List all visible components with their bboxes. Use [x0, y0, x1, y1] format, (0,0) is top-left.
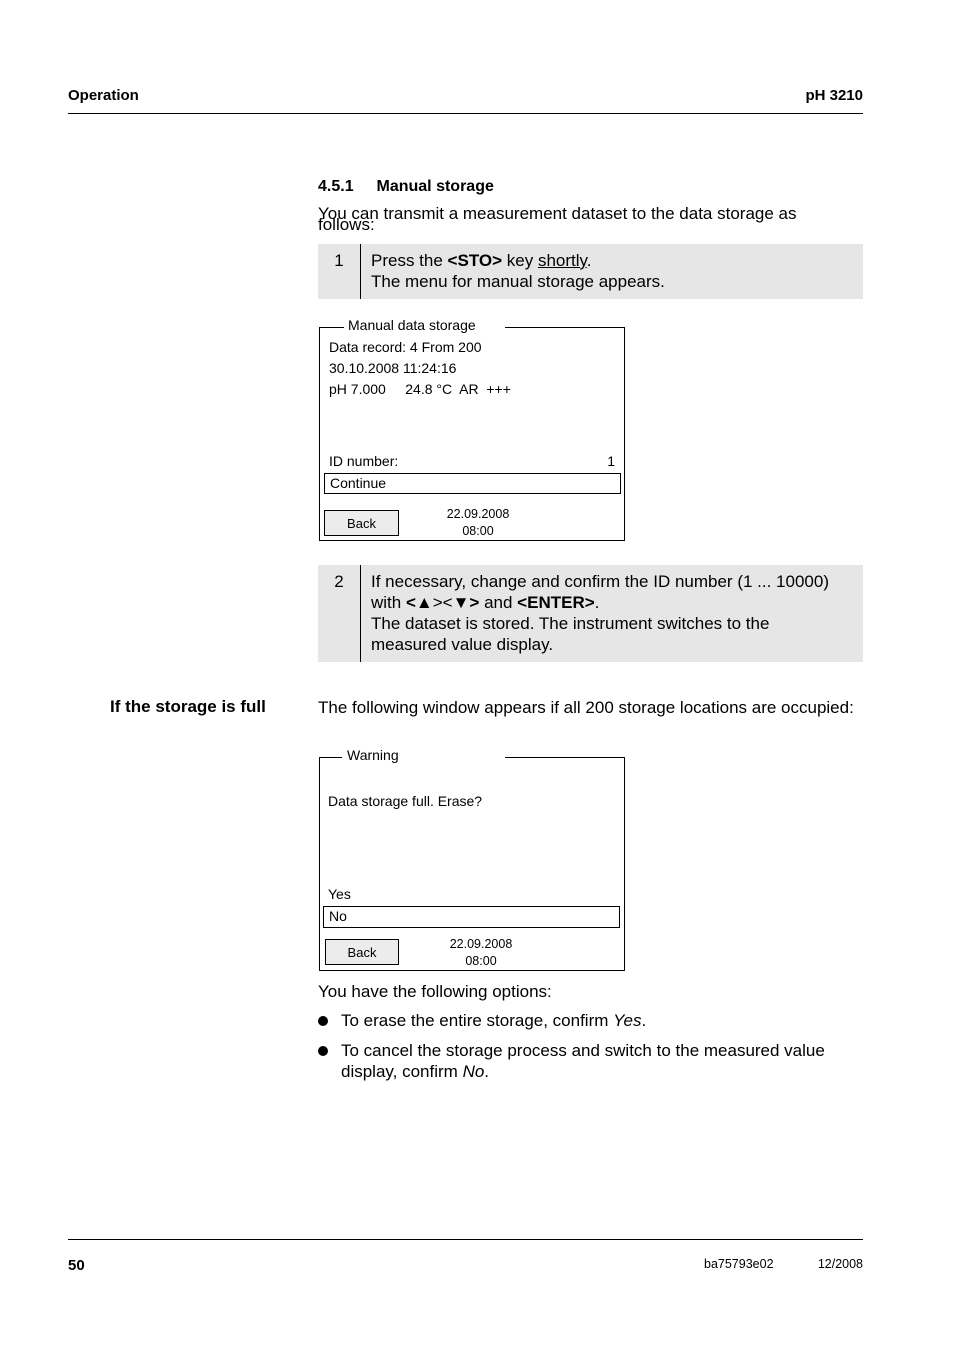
step-2-mid2: and	[479, 593, 518, 612]
step-2-text	[371, 571, 855, 655]
option-erase-text	[341, 1010, 646, 1031]
continue-option[interactable]	[324, 473, 621, 494]
warning-message: Data storage full. Erase?	[328, 793, 483, 809]
warning-title-gap	[320, 747, 505, 767]
bullet-icon	[318, 1046, 328, 1056]
step-2-line-4: measured value display.	[371, 635, 554, 654]
yes-option[interactable]: Yes	[328, 886, 351, 902]
section-number: 4.5.1	[318, 178, 354, 195]
warning-back-button[interactable]: Back	[325, 939, 399, 965]
down-key: ▼>	[452, 593, 480, 612]
footer-rule	[68, 1239, 863, 1240]
measurement-line: pH 7.000 24.8 °C AR +++	[329, 381, 511, 397]
step-2-line-2	[371, 592, 855, 613]
continue-label: Continue	[330, 475, 387, 491]
screen-date: 22.09.2008	[446, 507, 510, 521]
step-1-line-1	[371, 250, 855, 271]
step-2-end: .	[594, 593, 600, 612]
step-2-pre: with	[371, 593, 406, 612]
doc-number: ba75793e02	[704, 1257, 774, 1271]
no-option[interactable]	[323, 906, 620, 928]
enter-key: <ENTER>	[517, 593, 595, 612]
screen-title-gap	[320, 317, 505, 337]
step-2-mid1: ><	[432, 593, 453, 612]
datetime-line: 30.10.2008 11:24:16	[329, 360, 457, 376]
side-heading: If the storage is full	[110, 697, 266, 716]
opt2-no: No	[462, 1062, 485, 1081]
section-title: Manual storage	[376, 178, 494, 195]
opt2-line2	[341, 1061, 863, 1082]
opt2-pre: display, confirm	[341, 1062, 463, 1081]
step-1-pre: Press the	[371, 251, 448, 270]
warning-title: Warning	[347, 747, 399, 763]
step-2-line-1: If necessary, change and confirm the ID number (1 ... 10000)	[371, 572, 829, 591]
id-number-label: ID number:	[329, 453, 399, 469]
no-label: No	[329, 908, 347, 924]
step-1-shortly: shortly	[537, 251, 587, 270]
doc-date: 12/2008	[817, 1257, 863, 1271]
page-number: 50	[68, 1257, 85, 1274]
warning-date: 22.09.2008	[449, 937, 513, 951]
step-1-mid: key	[502, 251, 538, 270]
warning-time: 08:00	[465, 954, 497, 968]
opt1-yes: Yes	[613, 1011, 642, 1030]
opt1-end: .	[641, 1011, 647, 1030]
warning-screen	[319, 747, 625, 971]
step-1-text	[371, 250, 855, 292]
back-button[interactable]: Back	[324, 510, 399, 536]
opt1-pre: To erase the entire storage, confirm	[341, 1011, 614, 1030]
step-1-number: 1	[318, 244, 361, 299]
opt2-line1: To cancel the storage process and switch to the measured value	[341, 1041, 825, 1060]
screen-title: Manual data storage	[348, 317, 476, 333]
data-record-line: Data record: 4 From 200	[329, 339, 482, 355]
step-1	[318, 244, 863, 299]
id-number-value[interactable]: 1	[607, 453, 615, 469]
step-1-end: .	[586, 251, 592, 270]
step-2-number: 2	[318, 565, 361, 662]
header-section-label: Operation	[68, 87, 139, 104]
header-product-name: pH 3210	[805, 87, 863, 104]
intro-paragraph: You can transmit a measurement dataset to the data storage as follows:	[318, 204, 797, 234]
options-intro: You have the following options:	[318, 982, 552, 1001]
header-rule	[68, 113, 863, 114]
screen-time: 08:00	[462, 524, 494, 538]
section-heading	[318, 178, 494, 196]
manual-storage-screen	[319, 317, 625, 541]
step-2	[318, 565, 863, 662]
step-1-line-2: The menu for manual storage appears.	[371, 272, 665, 291]
option-cancel-text	[341, 1040, 863, 1082]
step-2-line-3: The dataset is stored. The instrument switches to the	[371, 614, 770, 633]
opt2-end: .	[484, 1062, 490, 1081]
storage-full-text: The following window appears if all 200 storage locations are occupied:	[318, 698, 854, 717]
up-key: <▲	[405, 593, 433, 612]
sto-key: <STO>	[447, 251, 503, 270]
bullet-icon	[318, 1016, 328, 1026]
